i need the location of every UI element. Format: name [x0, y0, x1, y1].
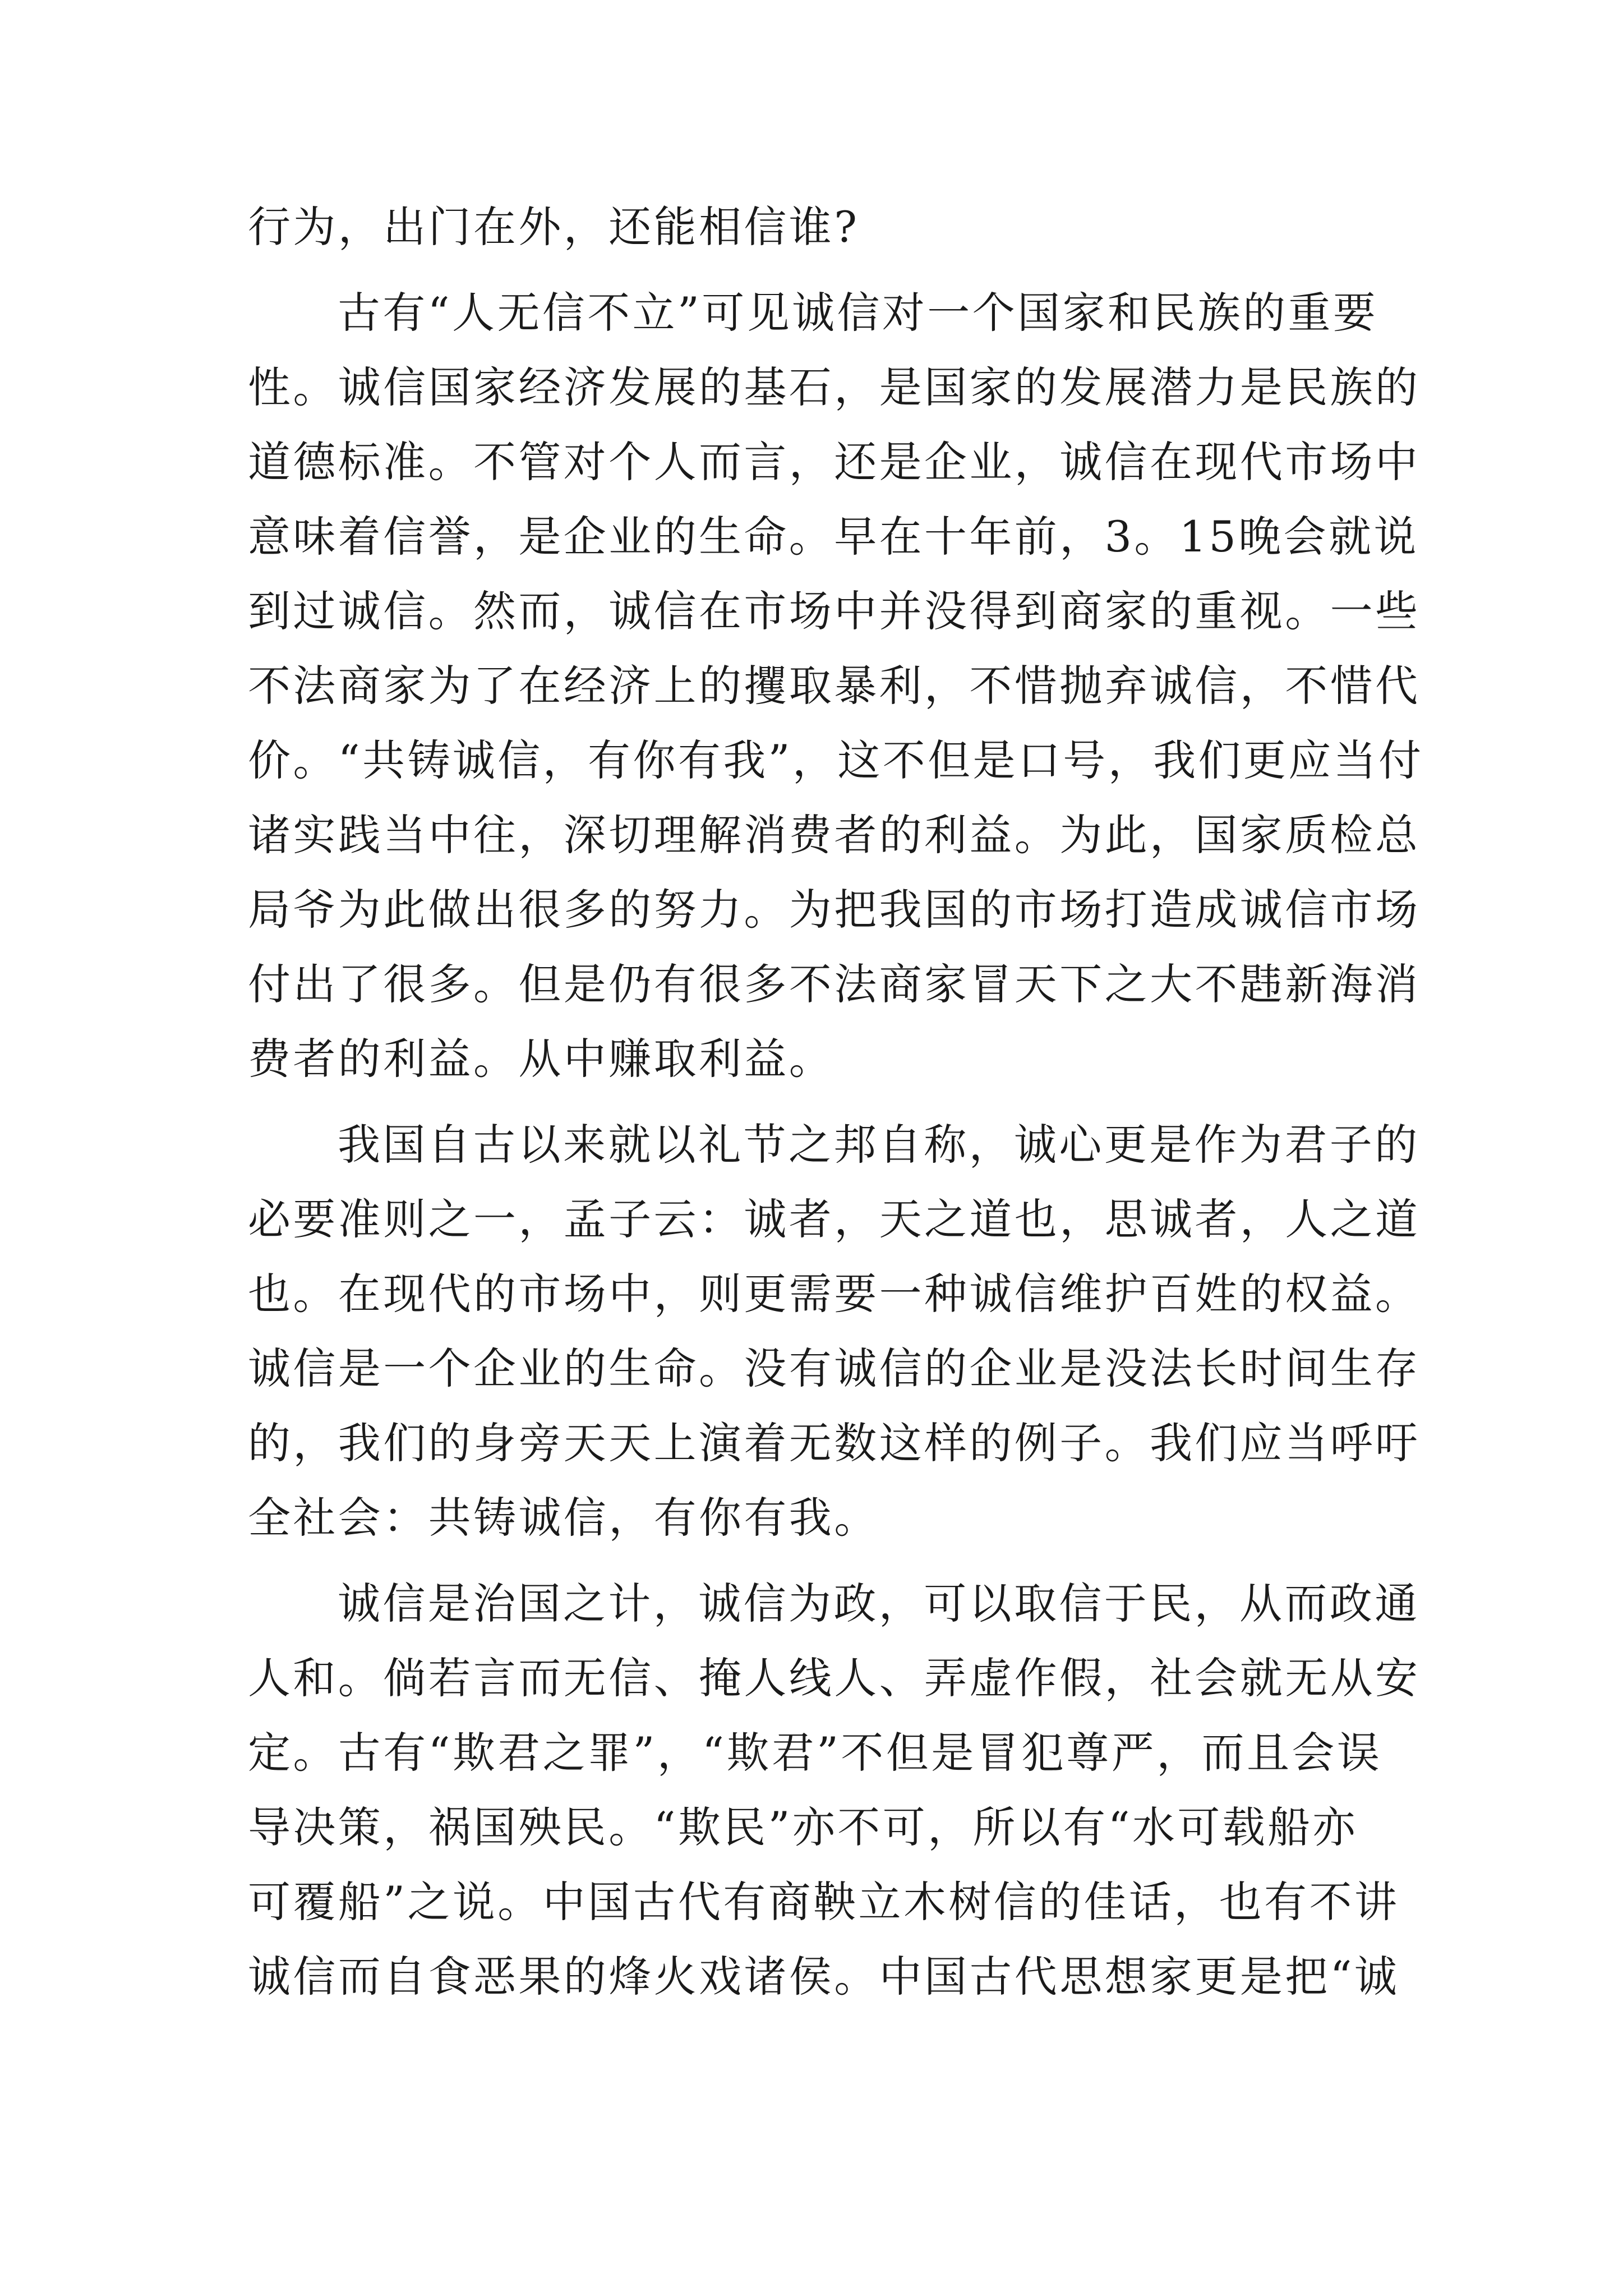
text-line-21: 定。古有“欺君之罪”，“欺君”不但是冒犯尊严，而且会误 [248, 1728, 1382, 1778]
text-line-19: 诚信是治国之计，诚信为政，可以取信于民，从而政通 [338, 1579, 1420, 1628]
text-line-10: 局爷为此做出很多的努力。为把我国的市场打造成诚信市场 [248, 885, 1421, 935]
text-line-17: 的，我们的身旁天天上演着无数这样的例子。我们应当呼吁 [248, 1418, 1421, 1468]
text-line-8: 价。“共铸诚信，有你有我”，这不但是口号，我们更应当付 [248, 735, 1424, 785]
text-line-11: 付出了很多。但是仍有很多不法商家冒天下之大不韪新海消 [248, 959, 1421, 1009]
text-line-18: 全社会：共铸诚信，有你有我。 [248, 1493, 879, 1543]
text-line-7: 不法商家为了在经济上的攫取暴利，不惜抛弃诚信，不惜代 [248, 661, 1421, 711]
text-line-14: 必要准则之一，孟子云：诚者，天之道也，思诚者，人之道 [248, 1194, 1421, 1244]
text-line-23: 可覆船”之说。中国古代有商鞅立木树信的佳话，也有不讲 [248, 1877, 1400, 1927]
text-line-3: 性。诚信国家经济发展的基石，是国家的发展潜力是民族的 [248, 362, 1421, 412]
text-line-15: 也。在现代的市场中，则更需要一种诚信维护百姓的权益。 [248, 1269, 1421, 1319]
body-text [248, 190, 1424, 2014]
text-line-1: 行为，出门在外，还能相信谁? [248, 202, 860, 252]
text-line-24: 诚信而自食恶果的烽火戏诸侯。中国古代思想家更是把“诚 [248, 1952, 1400, 2001]
text-line-2: 古有“人无信不立”可见诚信对一个国家和民族的重要 [338, 288, 1378, 338]
text-line-5: 意味着信誉，是企业的生命。早在十年前，3。15晚会就说 [248, 512, 1419, 562]
text-line-13: 我国自古以来就以礼节之邦自称，诚心更是作为君子的 [338, 1120, 1420, 1170]
text-line-20: 人和。倘若言而无信、掩人线人、弄虚作假，社会就无从安 [248, 1653, 1421, 1703]
text-line-16: 诚信是一个企业的生命。没有诚信的企业是没法长时间生存 [248, 1343, 1421, 1393]
text-line-12: 费者的利益。从中赚取利益。 [248, 1034, 834, 1084]
text-line-4: 道德标准。不管对个人而言，还是企业，诚信在现代市场中 [248, 437, 1421, 487]
text-line-9: 诸实践当中往，深切理解消费者的利益。为此，国家质检总 [248, 810, 1421, 860]
text-line-6: 到过诚信。然而，诚信在市场中并没得到商家的重视。一些 [248, 586, 1421, 636]
text-line-22: 导决策，祸国殃民。“欺民”亦不可，所以有“水可载船亦 [248, 1802, 1358, 1852]
